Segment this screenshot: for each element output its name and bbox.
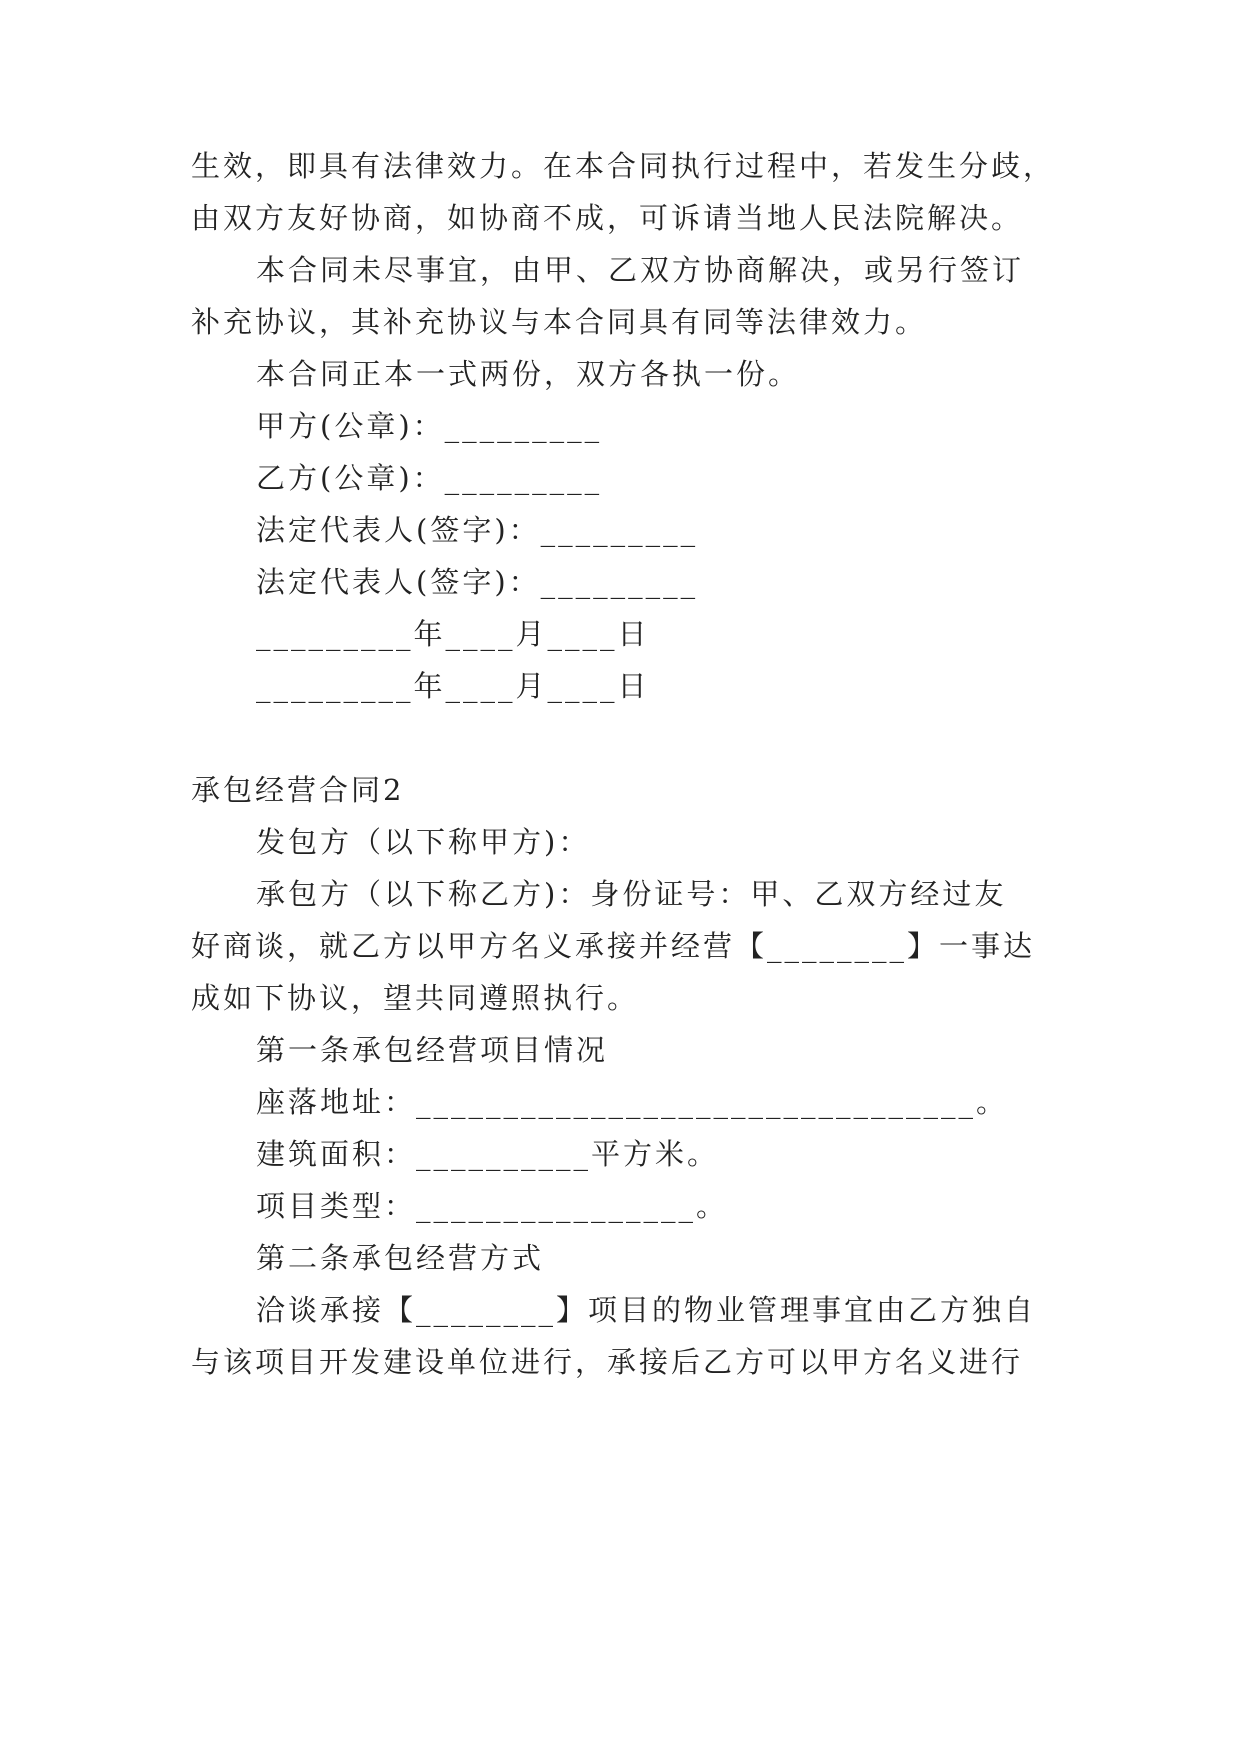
paragraph-effect-line-1: 生效，即具有法律效力。在本合同执行过程中，若发生分歧， xyxy=(191,149,1056,183)
contractor-line-1: 承包方（以下称乙方)：身份证号：甲、乙双方经过友 xyxy=(256,877,1007,911)
contractor-line-3: 成如下协议，望共同遵照执行。 xyxy=(191,981,640,1015)
section-title: 承包经营合同2 xyxy=(191,773,405,807)
negotiation-line-1: 洽谈承接【________】项目的物业管理事宜由乙方独自 xyxy=(256,1293,1037,1327)
issuer-line: 发包方（以下称甲方)： xyxy=(256,825,591,859)
date-line-2: _________年____月____日 xyxy=(256,669,650,703)
article-2-heading: 第二条承包经营方式 xyxy=(256,1241,545,1275)
negotiation-line-2: 与该项目开发建设单位进行，承接后乙方可以甲方名义进行 xyxy=(191,1345,1024,1379)
paragraph-supplement-line-2: 补充协议，其补充协议与本合同具有同等法律效力。 xyxy=(191,305,928,339)
article-1-heading: 第一条承包经营项目情况 xyxy=(256,1033,609,1067)
paragraph-copies: 本合同正本一式两份，双方各执一份。 xyxy=(256,357,801,391)
date-line-1: _________年____月____日 xyxy=(256,617,650,651)
party-b-seal-line: 乙方(公章)：_________ xyxy=(256,461,603,495)
legal-rep-signature-line-2: 法定代表人(签字)：_________ xyxy=(256,565,699,599)
paragraph-effect-line-2: 由双方友好协商，如协商不成，可诉请当地人民法院解决。 xyxy=(191,201,1024,235)
legal-rep-signature-line-1: 法定代表人(签字)：_________ xyxy=(256,513,699,547)
contractor-line-2: 好商谈，就乙方以甲方名义承接并经营【________】一事达 xyxy=(191,929,1036,963)
party-a-seal-line: 甲方(公章)：_________ xyxy=(256,409,603,443)
paragraph-supplement-line-1: 本合同未尽事宜，由甲、乙双方协商解决，或另行签订 xyxy=(256,253,1025,287)
address-line: 座落地址：________________________________。 xyxy=(256,1085,1009,1119)
building-area-line: 建筑面积：__________平方米。 xyxy=(256,1137,720,1171)
project-type-line: 项目类型：________________。 xyxy=(256,1189,729,1223)
